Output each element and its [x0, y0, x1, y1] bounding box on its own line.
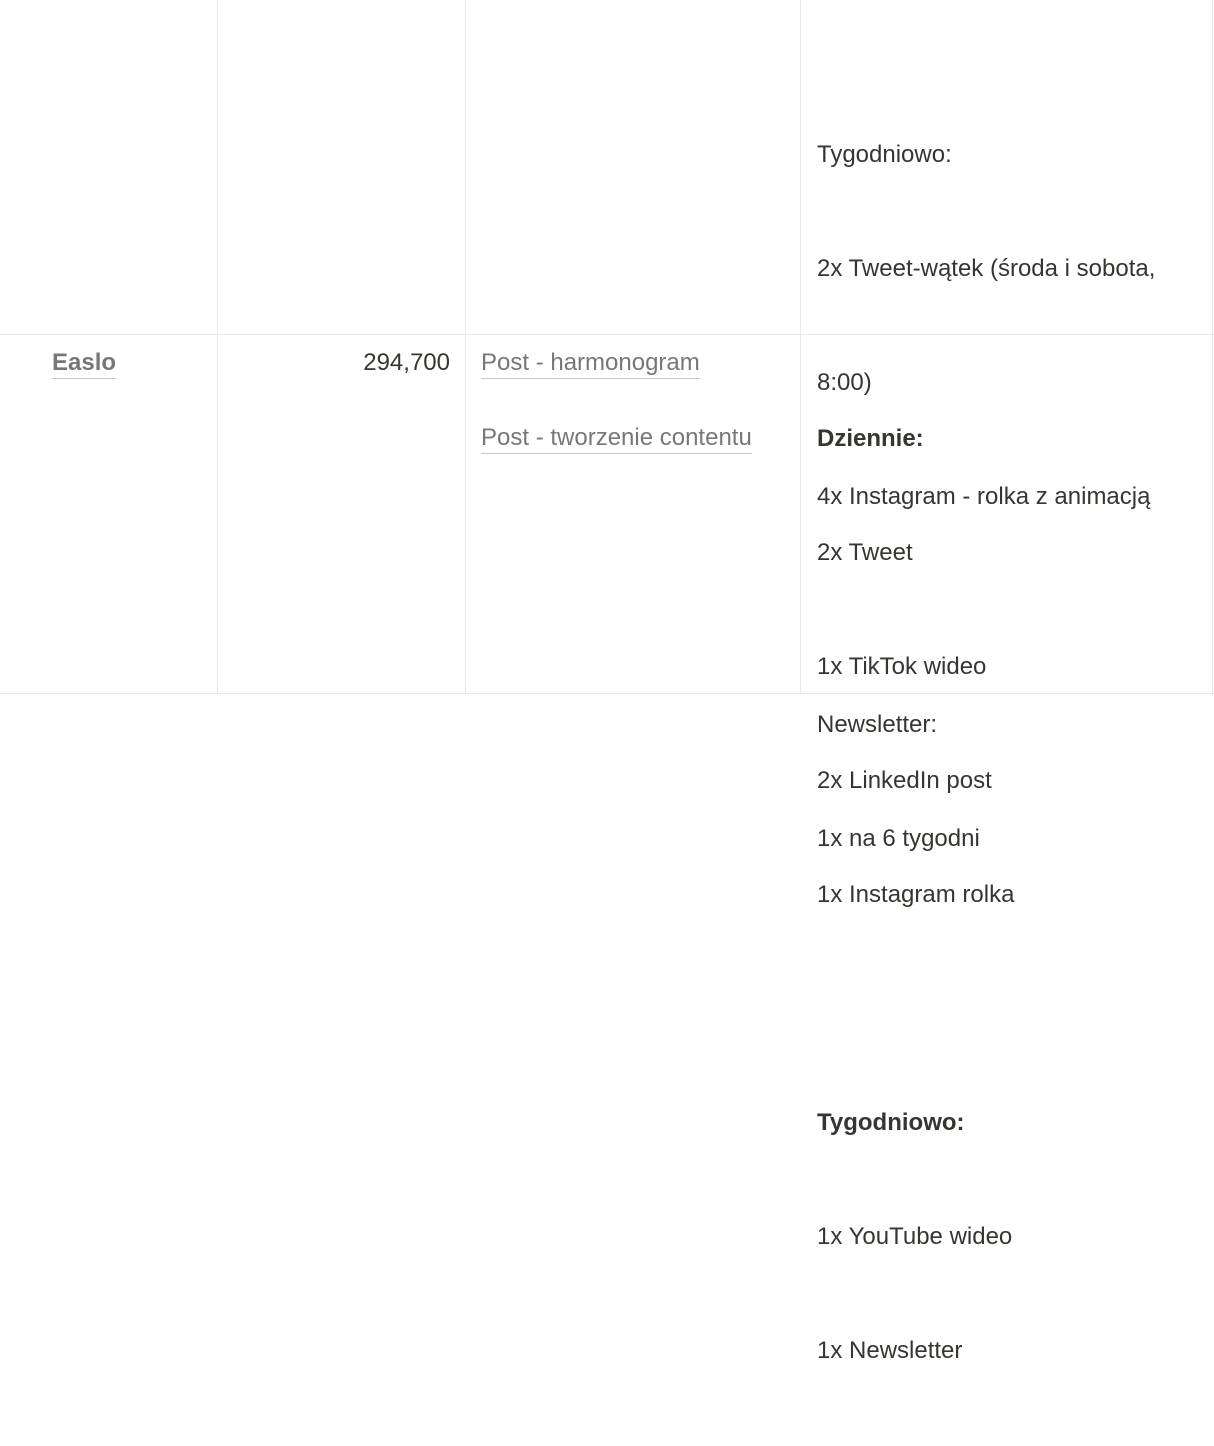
name-cell[interactable] [0, 0, 218, 334]
schedule-line: 1x Newsletter [817, 1337, 963, 1364]
schedule-line: 1x na 6 tygodni [817, 825, 980, 852]
relation-cell [466, 335, 801, 693]
schedule-line: 4x Instagram - rolka z animacją [817, 483, 1151, 510]
schedule-line: 2x Tweet-wątek (środa i sobota, [817, 255, 1156, 282]
schedule-text [817, 344, 1200, 1446]
relation-link-post-harmonogram[interactable]: Post - harmonogram [481, 348, 700, 379]
schedule-line: 1x YouTube wideo [817, 1223, 1013, 1250]
schedule-line [817, 990, 1200, 1028]
follower-count: 294,700 [363, 349, 450, 376]
schedule-line: 1x TikTok wideo [817, 653, 987, 680]
schedule-line: 8:00) [817, 369, 872, 396]
relation-cell[interactable] [466, 0, 801, 334]
schedule-line: Newsletter: [817, 711, 938, 738]
number-cell[interactable] [218, 0, 466, 334]
page-link-easlo[interactable]: Easlo [52, 348, 116, 379]
relation-link-post-tworzenie-contentu[interactable]: Post - tworzenie contentu [481, 423, 752, 454]
name-cell [0, 335, 218, 693]
schedule-line: Tygodniowo: [817, 141, 952, 168]
number-cell[interactable] [218, 335, 466, 693]
schedule-heading: Tygodniowo: [817, 1109, 965, 1136]
schedule-line: 2x LinkedIn post [817, 767, 992, 794]
schedule-heading: Dziennie: [817, 425, 924, 452]
schedule-line: 2x Tweet [817, 539, 913, 566]
relation-list [481, 344, 790, 457]
schedule-line: 1x Instagram rolka [817, 881, 1015, 908]
